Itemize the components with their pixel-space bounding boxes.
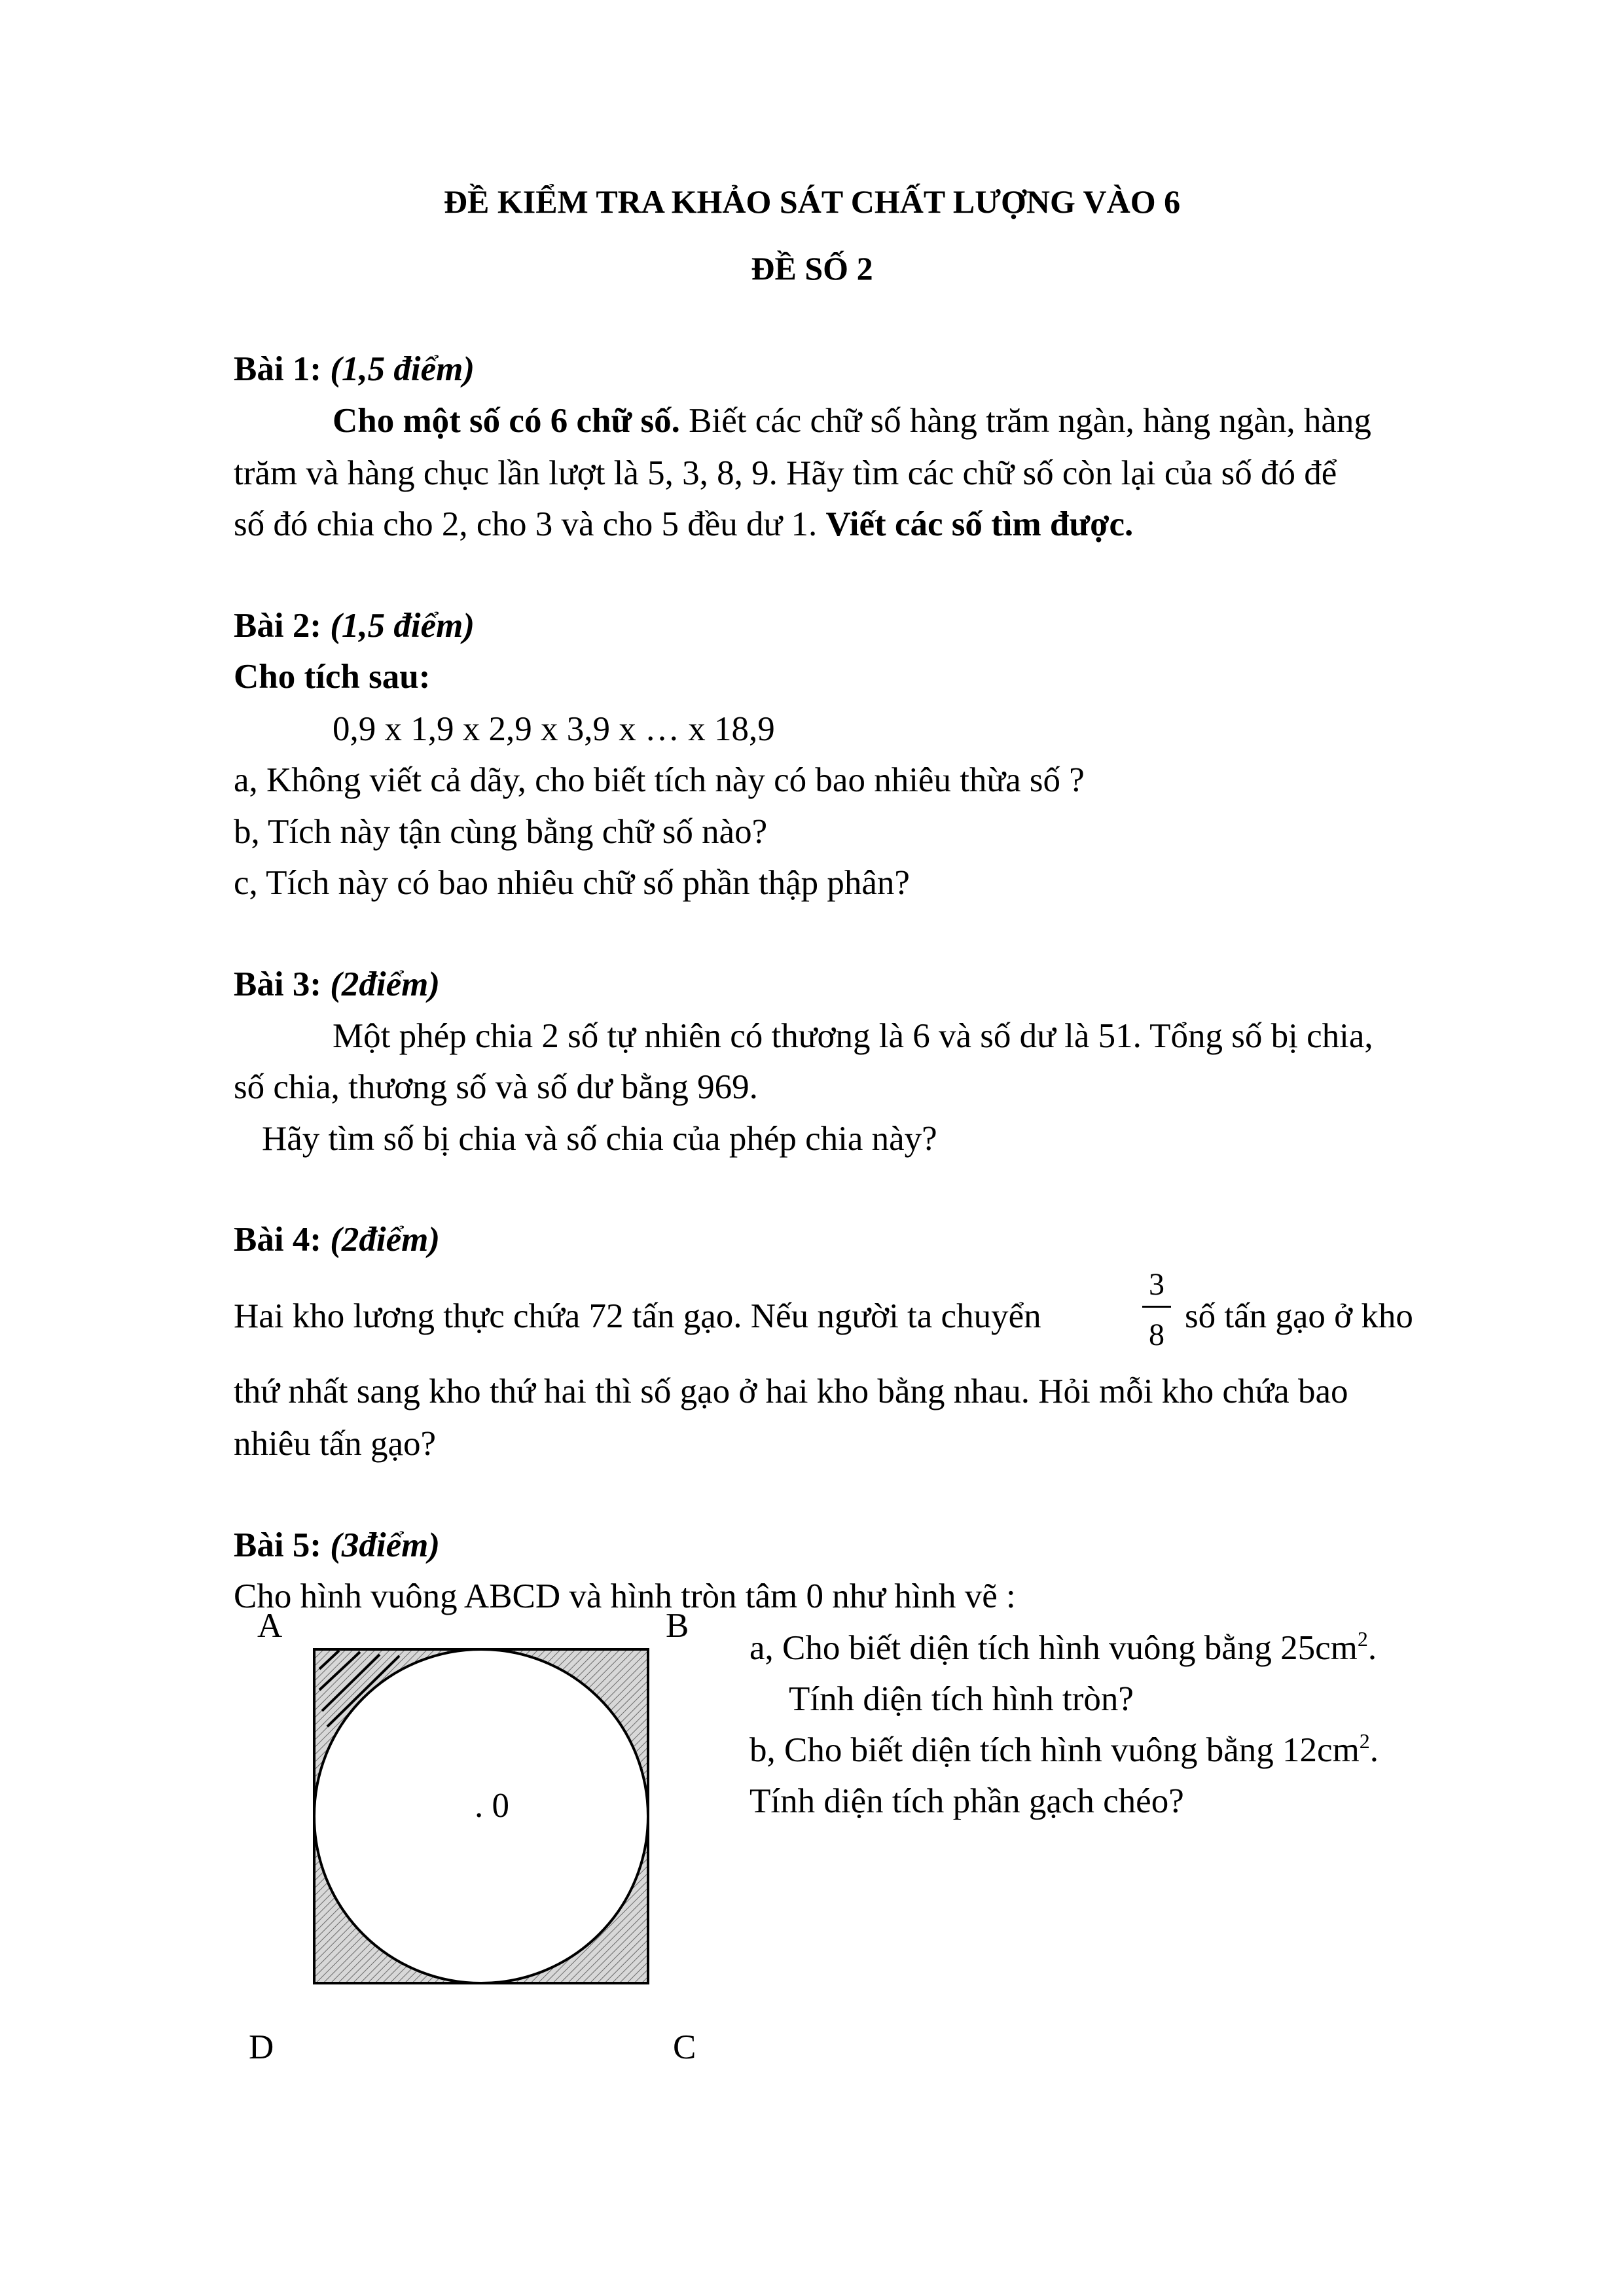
vertex-c-label: C — [673, 2028, 696, 2066]
center-label: . 0 — [475, 1787, 509, 1825]
bai5-a-end: . — [1367, 1629, 1377, 1667]
page-title: ĐỀ KIỂM TRA KHẢO SÁT CHẤT LƯỢNG VÀO 6 — [443, 183, 1181, 220]
bai5-b-superscript: 2 — [1359, 1729, 1370, 1753]
bai1-line1-rest: Biết các chữ số hàng trăm ngàn, hàng ngàn, hàng — [679, 402, 1371, 440]
bai4-line3: nhiêu tấn gạo? — [234, 1425, 437, 1463]
bai5-a-superscript: 2 — [1357, 1627, 1368, 1651]
bai5-heading — [234, 1528, 440, 1563]
bai2-question-a: a, Không viết cả dãy, cho biết tích này có bao nhiêu thừa số ? — [234, 761, 1085, 799]
bai3-heading — [234, 967, 440, 1002]
bai5-points: (3điểm) — [330, 1526, 441, 1564]
bai3-line1: Một phép chia 2 số tự nhiên có thương là 6 và số dư là 51. Tổng số bị chia, — [333, 1017, 1373, 1055]
bai4-label: Bài 4: — [234, 1221, 321, 1259]
bai1-line2: trăm và hàng chục lần lượt là 5, 3, 8, 9. Hãy tìm các chữ số còn lại của số đó để — [234, 454, 1337, 492]
bai1-line3-plain: số đó chia cho 2, cho 3 và cho 5 đều dư 1. — [234, 505, 826, 543]
bai2-intro: Cho tích sau: — [234, 658, 431, 696]
vertex-d-label: D — [249, 2028, 274, 2066]
bai2-question-c: c, Tích này có bao nhiêu chữ số phần thập phân? — [234, 864, 910, 902]
bai2-heading — [234, 609, 475, 643]
bai3-line2: số chia, thương số và số dư bằng 969. — [234, 1068, 758, 1106]
bai4-points: (2điểm) — [330, 1221, 441, 1259]
bai4-line1-after: số tấn gạo ở kho — [1185, 1297, 1413, 1335]
bai5-b-end: . — [1369, 1731, 1379, 1769]
bai3-line3: Hãy tìm số bị chia và số chia của phép chia này? — [262, 1120, 937, 1158]
vertex-a-label: A — [257, 1607, 283, 1645]
bai5-b-text: b, Cho biết diện tích hình vuông bằng 12cm — [749, 1731, 1360, 1769]
bai5-question-a-line1 — [749, 1627, 1377, 1667]
bai5-intro: Cho hình vuông ABCD và hình tròn tâm 0 như hình vẽ : — [234, 1577, 1016, 1615]
bai5-question-b-line2: Tính diện tích phần gạch chéo? — [749, 1782, 1184, 1820]
page-subtitle: ĐỀ SỐ 2 — [751, 250, 873, 287]
bai2-expression: 0,9 x 1,9 x 2,9 x 3,9 x … x 18,9 — [333, 710, 775, 748]
bai5-a-text: a, Cho biết diện tích hình vuông bằng 25cm — [749, 1629, 1358, 1667]
bai1-label: Bài 1: — [234, 350, 321, 388]
bai4-line2: thứ nhất sang kho thứ hai thì số gạo ở hai kho bằng nhau. Hỏi mỗi kho chứa bao — [234, 1372, 1348, 1410]
bai1-line3 — [234, 507, 1133, 542]
bai1-line1 — [333, 404, 1371, 439]
bai2-points: (1,5 điểm) — [330, 607, 475, 645]
fraction-bar — [1142, 1306, 1171, 1308]
vertex-b-label: B — [666, 1607, 689, 1645]
bai5-question-a-line2: Tính diện tích hình tròn? — [789, 1680, 1134, 1718]
bai2-question-b: b, Tích này tận cùng bằng chữ số nào? — [234, 813, 768, 851]
bai1-lead: Cho một số có 6 chữ số. — [333, 402, 680, 440]
bai3-label: Bài 3: — [234, 965, 321, 1003]
bai4-line1-before: Hai kho lương thực chứa 72 tấn gạo. Nếu người ta chuyển — [234, 1297, 1041, 1335]
bai1-points: (1,5 điểm) — [330, 350, 475, 388]
bai5-label: Bài 5: — [234, 1526, 321, 1564]
fraction-numerator: 3 — [1149, 1267, 1164, 1302]
bai4-heading — [234, 1223, 440, 1257]
fraction-denominator: 8 — [1149, 1318, 1164, 1352]
bai1-line3-bold: Viết các số tìm được. — [825, 505, 1134, 543]
bai3-points: (2điểm) — [330, 965, 441, 1003]
bai1-heading — [234, 352, 475, 387]
bai2-label: Bài 2: — [234, 607, 321, 645]
bai5-question-b-line1 — [749, 1729, 1379, 1769]
